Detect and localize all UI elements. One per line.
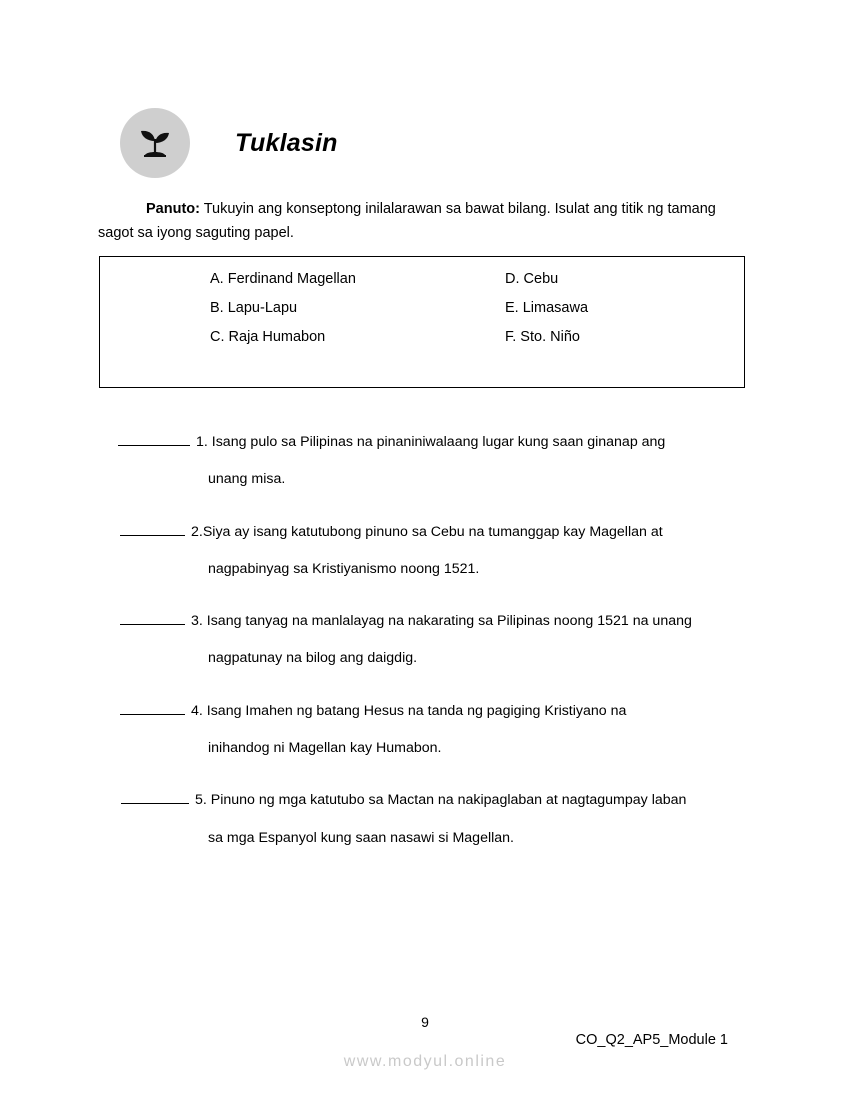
question-4-line-1: 4. Isang Imahen ng batang Hesus na tanda ng pagiging Kristiyano na [191,702,627,719]
choice-option-d: D. Cebu [505,271,559,287]
answer-blank-1[interactable] [118,433,190,446]
panuto-label: Panuto: [146,201,200,217]
page-number: 9 [421,1014,429,1030]
question-2-line-1: 2.Siya ay isang katutubong pinuno sa Cebu na tumanggap kay Magellan at [191,523,663,540]
question-2-line-2: nagpabinyag sa Kristiyanismo noong 1521. [208,560,480,577]
question-item-5 [98,790,758,849]
answer-blank-4[interactable] [120,702,185,715]
sprout-plant-icon [120,108,190,178]
choice-option-a: A. Ferdinand Magellan [210,271,356,287]
question-1-line-2: unang misa. [208,471,286,488]
question-3-line-1: 3. Isang tanyag na manlalayag na nakarating sa Pilipinas noong 1521 na unang [191,613,692,630]
choice-option-e: E. Limasawa [505,300,589,316]
answer-blank-2[interactable] [120,523,185,536]
choice-option-c: C. Raja Humabon [210,329,326,345]
question-1-line-1: 1. Isang pulo sa Pilipinas na pinaniniwalaang lugar kung saan ginanap ang [196,434,666,450]
choices-grid [210,271,730,345]
question-item-4 [98,701,758,760]
watermark: www.modyul.online [343,1053,507,1070]
question-list [98,432,758,880]
question-5-line-1: 5. Pinuno ng mga katutubo sa Mactan na nakipaglaban at nagtagumpay laban [195,792,687,809]
instructions-text: Tukuyin ang konseptong inilalarawan sa bawat bilang. Isulat ang titik ng tamang sagot sa iyong saguting papel. [98,201,716,241]
section-header [120,108,338,178]
answer-blank-3[interactable] [120,612,185,625]
question-item-1 [98,432,758,491]
choices-box [99,256,745,388]
question-3-line-2: nagpatunay na bilog ang daigdig. [208,650,418,667]
question-item-3 [98,611,758,670]
module-code: CO_Q2_AP5_Module 1 [575,1032,728,1048]
question-4-line-2: inihandog ni Magellan kay Humabon. [208,740,442,757]
choice-option-b: B. Lapu-Lapu [210,300,298,316]
answer-blank-5[interactable] [121,791,189,804]
question-5-line-2: sa mga Espanyol kung saan nasawi si Magellan. [208,829,514,846]
instructions-paragraph [98,198,753,246]
choice-option-f: F. Sto. Niño [505,329,580,345]
question-item-2 [98,522,758,581]
section-title: Tuklasin [235,128,338,157]
